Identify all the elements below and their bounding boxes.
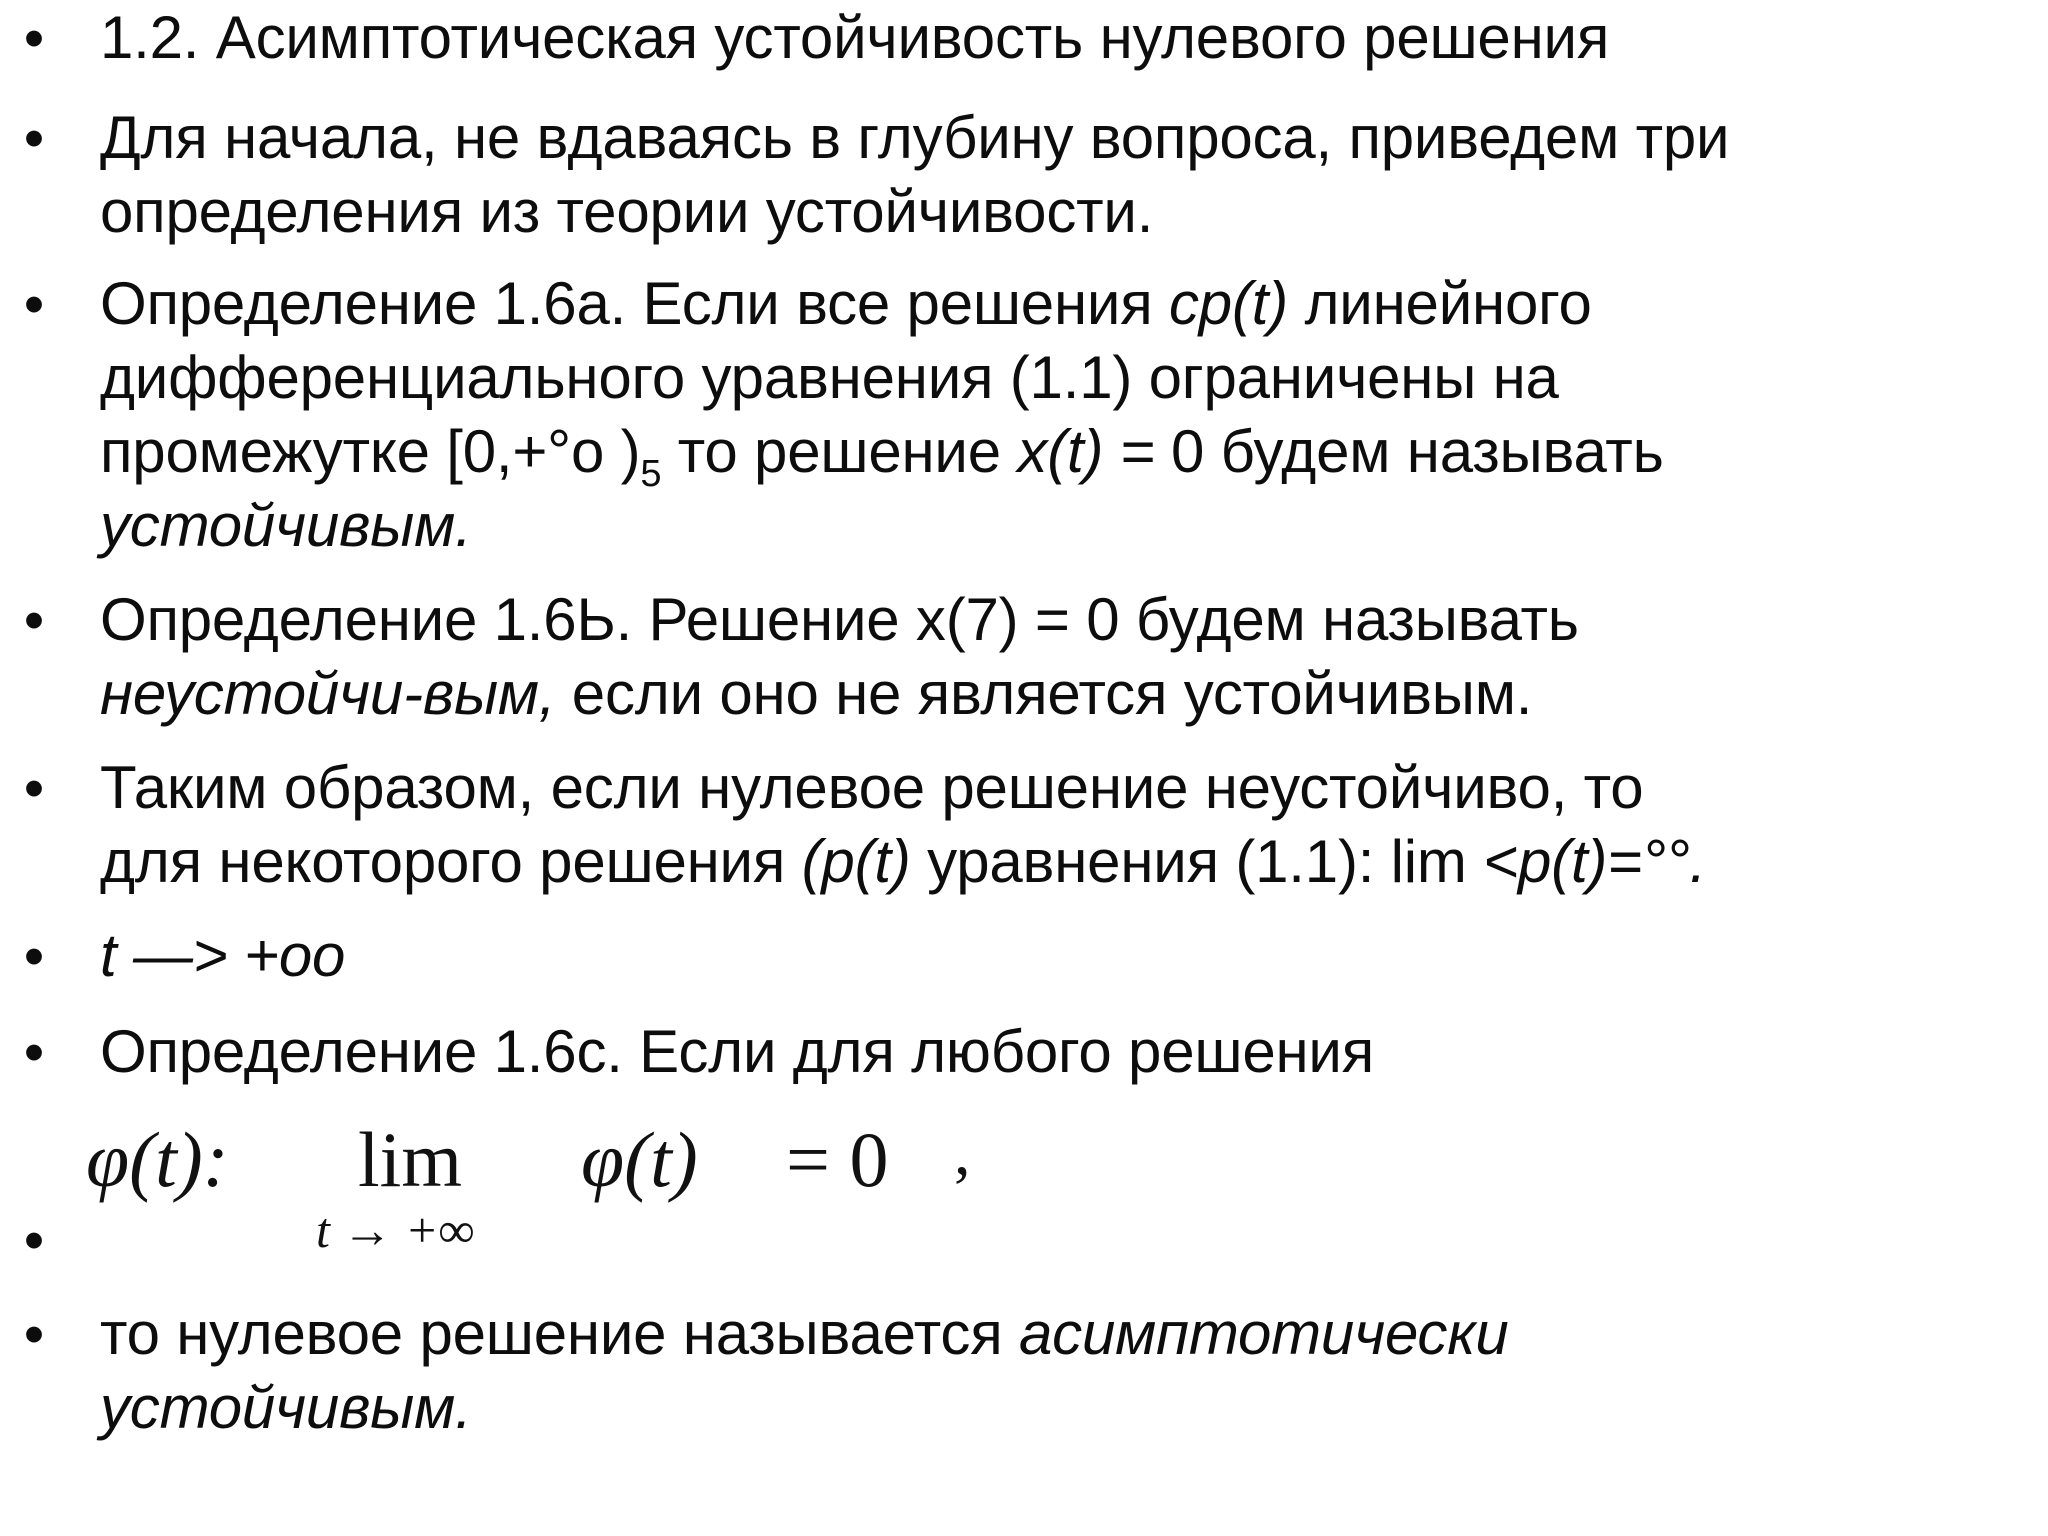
conclusion-term: асимптотически <box>1018 1300 1509 1367</box>
def-c-line: Определение 1.6с. Если для любого решения <box>100 1018 1375 1085</box>
bullet-marker: • <box>23 1208 45 1273</box>
def-a-line-2: дифференциального уравнения (1.1) ограничены на <box>100 344 1559 411</box>
def-b-line-2 <box>100 656 1532 732</box>
conclusion-line-1 <box>100 1296 1509 1372</box>
def-a-solution: x(t) = <box>1017 418 1155 485</box>
bullet-marker: • <box>23 6 45 71</box>
def-a-function: ср(t) <box>1169 270 1289 337</box>
def-b-term: неустойчи-вым, <box>100 660 556 727</box>
bullet-marker: • <box>23 272 45 337</box>
limit-line: t —> +oo <box>100 922 346 989</box>
def-a-text: линейного <box>1288 270 1592 337</box>
bullet-marker: • <box>23 924 45 989</box>
thus-limit: <p(t)=°°. <box>1483 828 1707 895</box>
thus-line-1: Таким образом, если нулевое решение неустойчиво, то <box>100 754 1644 821</box>
thus-text: уравнения (1.1): lim <box>910 828 1484 895</box>
bullet-marker: • <box>23 106 45 171</box>
def-a-subscript: 5 <box>640 453 662 495</box>
bullet-marker: • <box>23 588 45 653</box>
bullet-marker: • <box>23 1302 45 1367</box>
conclusion-text: то нулевое решение называется <box>100 1300 1019 1367</box>
formula-comma: , <box>954 1116 971 1189</box>
slide-heading: 1.2. Асимптотическая устойчивость нулевого решения <box>100 4 1610 71</box>
limit-formula <box>86 1115 986 1258</box>
def-a-term: устойчивым. <box>100 492 472 559</box>
formula-lim: lim <box>358 1116 463 1203</box>
def-a-text: то решение <box>661 418 1018 485</box>
def-a-text: 0 будем называть <box>1154 418 1664 485</box>
formula-phi-t: φ(t): <box>86 1116 229 1203</box>
def-a-text: Определение 1.6а. Если все решения <box>100 270 1169 337</box>
conclusion-line-2: устойчивым. <box>100 1374 472 1441</box>
def-b-line-1: Определение 1.6Ь. Решение x(7) = 0 будем называть <box>100 586 1579 653</box>
thus-function: (p(t) <box>801 828 911 895</box>
formula-limit-subscript: t → +∞ <box>316 1202 475 1258</box>
thus-line-2 <box>100 824 1706 900</box>
formula-phi-expr: φ(t) <box>581 1116 698 1203</box>
bullet-marker: • <box>23 756 45 821</box>
formula-equals-zero: = 0 <box>786 1116 889 1203</box>
intro-line-2: определения из теории устойчивости. <box>100 178 1154 245</box>
def-a-line-1 <box>100 266 1592 342</box>
intro-line-1: Для начала, не вдаваясь в глубину вопроса, приведем три <box>100 104 1730 171</box>
def-b-text: если оно не является устойчивым. <box>555 660 1533 727</box>
def-a-interval: промежутке [0,+°о ) <box>100 418 641 485</box>
thus-text: для некоторого решения <box>100 828 802 895</box>
bullet-marker: • <box>23 1020 45 1085</box>
